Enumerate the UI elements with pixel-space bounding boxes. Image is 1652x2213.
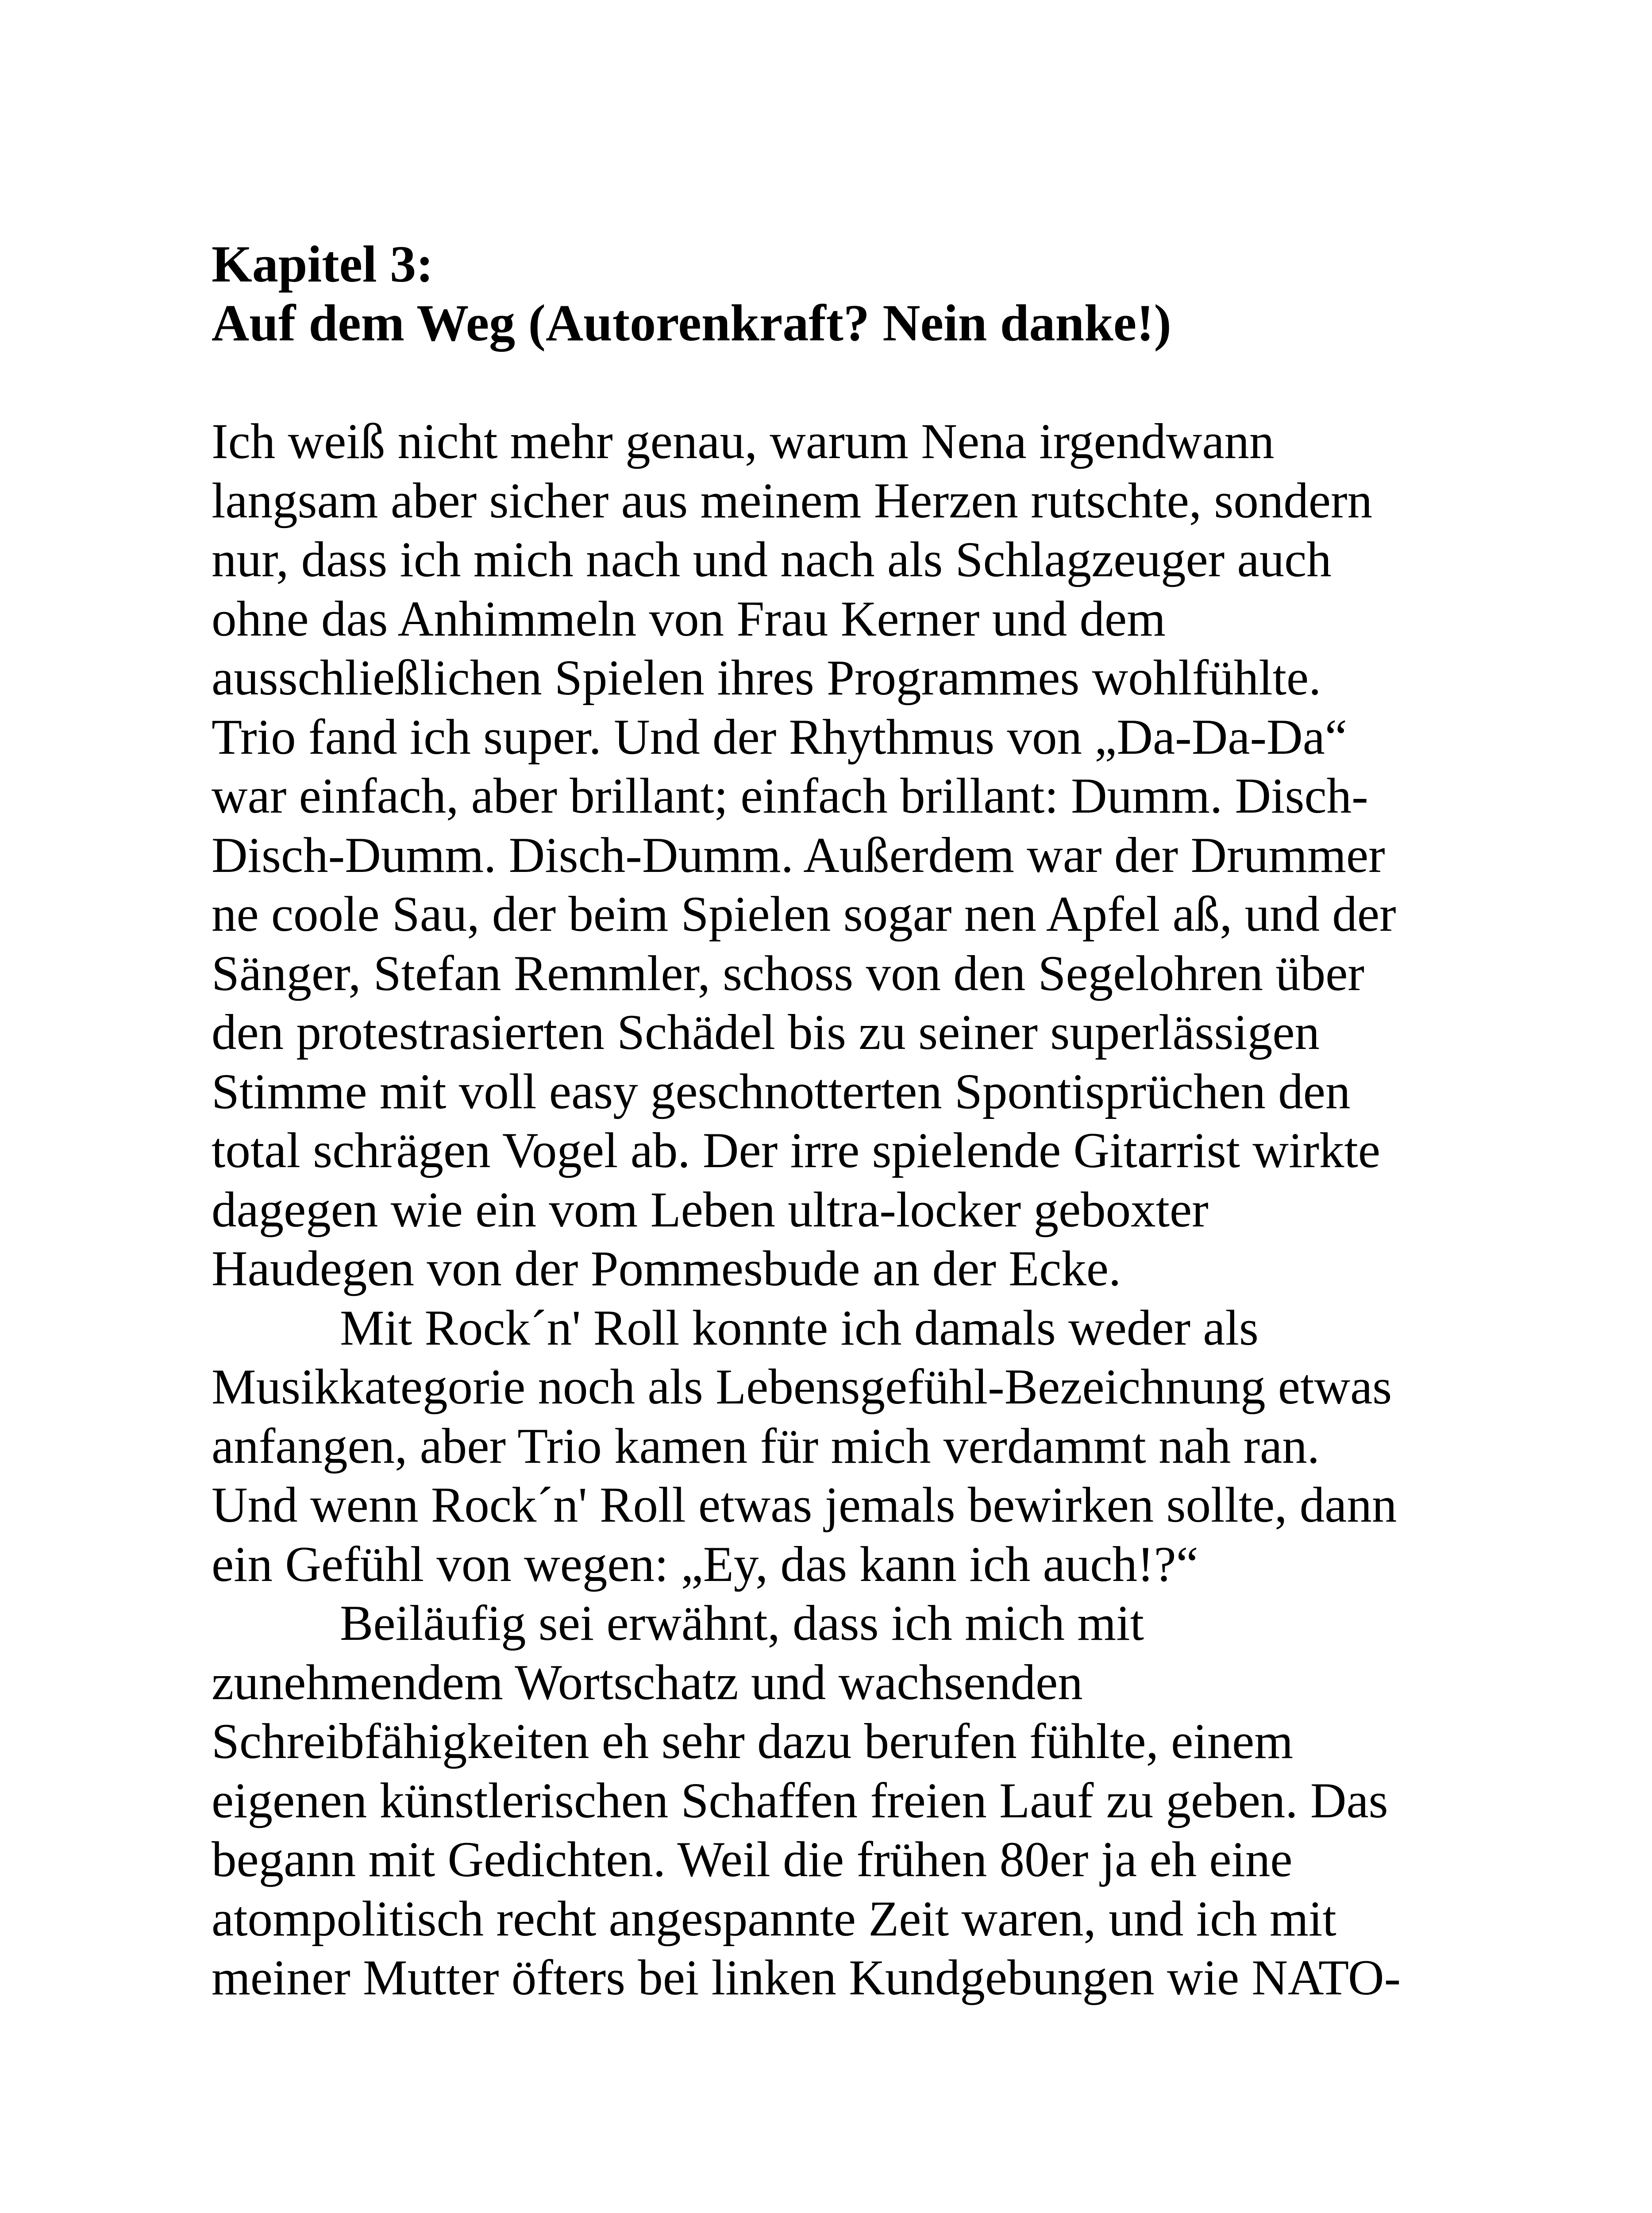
text-line: begann mit Gedichten. Weil die frühen 80er ja eh eine: [212, 1832, 1293, 1887]
text-line: Musikkategorie noch als Lebensgefühl-Bezeichnung etwas: [212, 1359, 1392, 1415]
text-line: Sänger, Stefan Remmler, schoss von den Segelohren über: [212, 945, 1365, 1001]
text-line: anfangen, aber Trio kamen für mich verdammt nah ran.: [212, 1418, 1320, 1474]
text-line: ohne das Anhimmeln von Frau Kerner und dem: [212, 591, 1166, 647]
text-line: ausschließlichen Spielen ihres Programmes wohlfühlte.: [212, 650, 1321, 706]
text-line: Haudegen von der Pommesbude an der Ecke.: [212, 1241, 1121, 1296]
text-line-indented: Beiläufig sei erwähnt, dass ich mich mit: [340, 1596, 1144, 1651]
text-line: atompolitisch recht angespannte Zeit waren, und ich mit: [212, 1891, 1336, 1947]
text-line-indented: Mit Rock´n' Roll konnte ich damals weder als: [340, 1300, 1259, 1356]
chapter-label: Kapitel 3:: [212, 235, 434, 293]
text-line: Disch-Dumm. Disch-Dumm. Außerdem war der Drummer: [212, 827, 1385, 883]
text-line: ne coole Sau, der beim Spielen sogar nen Apfel aß, und der: [212, 887, 1396, 942]
text-line: eigenen künstlerischen Schaffen freien Lauf zu geben. Das: [212, 1773, 1388, 1828]
heading-spacer: [212, 352, 1477, 412]
text-line: Stimme mit voll easy geschnotterten Spontisprüchen den: [212, 1064, 1351, 1119]
text-line: war einfach, aber brillant; einfach brillant: Dumm. Disch-: [212, 768, 1368, 824]
text-line: total schrägen Vogel ab. Der irre spielende Gitarrist wirkte: [212, 1123, 1381, 1178]
text-line: nur, dass ich mich nach und nach als Schlagzeuger auch: [212, 532, 1332, 587]
text-line: dagegen wie ein vom Leben ultra-locker geboxter: [212, 1182, 1209, 1238]
text-line: meiner Mutter öfters bei linken Kundgebungen wie NATO-: [212, 1950, 1401, 2005]
text-line: den protestrasierten Schädel bis zu seiner superlässigen: [212, 1005, 1320, 1060]
chapter-title: Auf dem Weg (Autorenkraft? Nein danke!): [212, 294, 1171, 352]
text-line: Ich weiß nicht mehr genau, warum Nena irgendwann: [212, 414, 1275, 469]
text-line: Und wenn Rock´n' Roll etwas jemals bewirken sollte, dann: [212, 1477, 1397, 1533]
text-line: zunehmendem Wortschatz und wachsenden: [212, 1654, 1083, 1710]
text-line: Trio fand ich super. Und der Rhythmus von „Da-Da-Da“: [212, 709, 1348, 765]
chapter-heading: [212, 235, 1477, 352]
body-text: [212, 412, 1477, 2008]
text-line: Schreibfähigkeiten eh sehr dazu berufen fühlte, einem: [212, 1714, 1294, 1769]
text-line: ein Gefühl von wegen: „Ey, das kann ich auch!?“: [212, 1536, 1198, 1592]
text-line: langsam aber sicher aus meinem Herzen rutschte, sondern: [212, 473, 1373, 528]
text-block: [212, 235, 1477, 2008]
